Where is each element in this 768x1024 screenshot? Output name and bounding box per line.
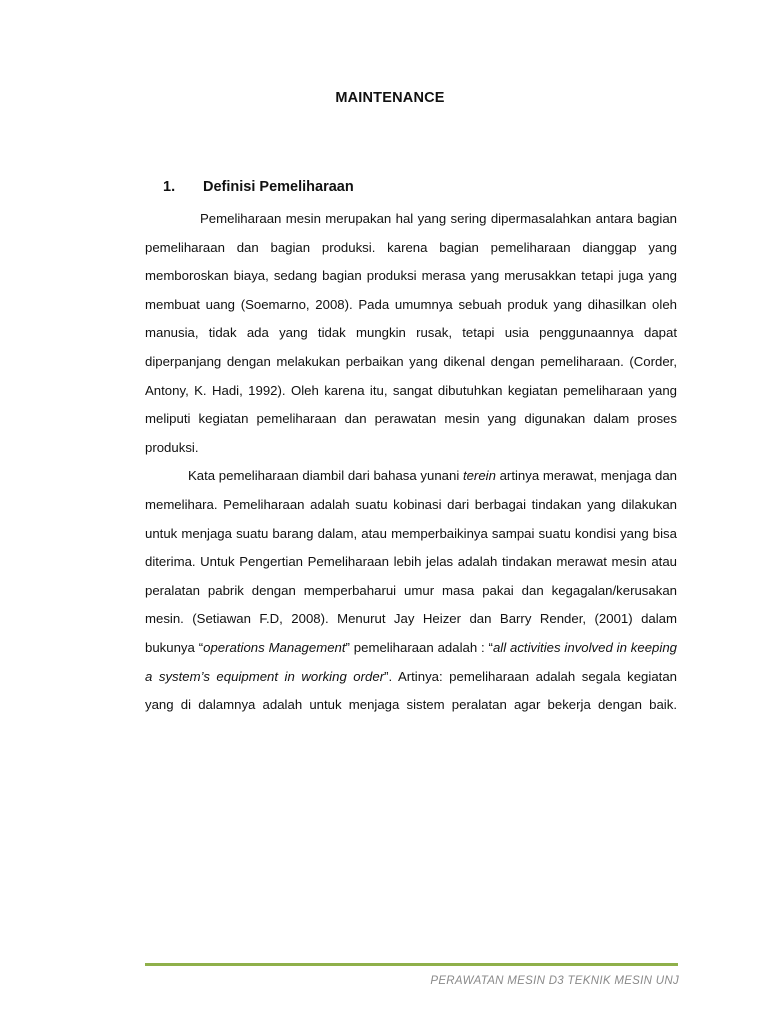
- definition-quote: all activities involved in keeping a system’s equipment in working order: [145, 639, 677, 684]
- paragraph-2-part4: ”. Artinya: pemeliharaan adalah segala kegiatan yang di dalamnya adalah untuk menjaga sistem peralatan agar bekerja dengan baik.: [145, 668, 677, 713]
- paragraph-2-part2: artinya merawat, menjaga dan memelihara. Pemeliharaan adalah suatu kobinasi dari berbagai tindakan yang dilakukan untuk menjaga suatu barang dalam, atau memperbaikinya sampai suatu kondisi yang bisa diterima. Untuk Pengertian Pemeliharaan lebih jelas adalah tindakan merawat mesin atau peralatan pabrik dengan memperbaharui umur masa pakai dan kegagalan/kerusakan mesin. (Setiawan F.D, 2008). Menurut Jay Heizer dan Barry Render, (2001) dalam bukunya “: [145, 468, 678, 655]
- book-title: operations Management: [203, 639, 346, 655]
- paragraph-1: Pemeliharaan mesin merupakan hal yang sering dipermasalahkan antara bagian pemeliharaan dan bagian produksi. karena bagian pemeliharaan dianggap yang memboroskan biaya, sedang bagian produksi merasa yang merusakkan tetapi juga yang membuat uang (Soemarno, 2008). Pada umumnya sebuah produk yang dihasilkan oleh manusia, tidak ada yang tidak mungkin rusak, tetapi usia penggunaannya dapat diperpanjang dengan melakukan perbaikan yang dikenal dengan pemeliharaan. (Corder, Antony, K. Hadi, 1992). Oleh karena itu, sangat dibutuhkan kegiatan pemeliharaan yang meliputi kegiatan pemeliharaan dan perawatan mesin yang digunakan dalam proses produksi.: [145, 211, 677, 455]
- section-heading-text: Definisi Pemeliharaan: [203, 179, 354, 195]
- document-title: MAINTENANCE: [335, 90, 445, 106]
- paragraph-2-part3: ” pemeliharaan adalah : “: [345, 639, 493, 655]
- section-heading: [163, 179, 354, 195]
- paragraph-2: [145, 462, 677, 719]
- document-body: [145, 205, 677, 720]
- paragraph-2-part1: Kata pemeliharaan diambil dari bahasa yunani: [188, 468, 463, 484]
- footer-text: PERAWATAN MESIN D3 TEKNIK MESIN UNJ: [430, 975, 679, 987]
- footer-rule: [145, 963, 678, 966]
- term-terein: terein: [462, 468, 496, 484]
- section-number: 1.: [163, 179, 176, 195]
